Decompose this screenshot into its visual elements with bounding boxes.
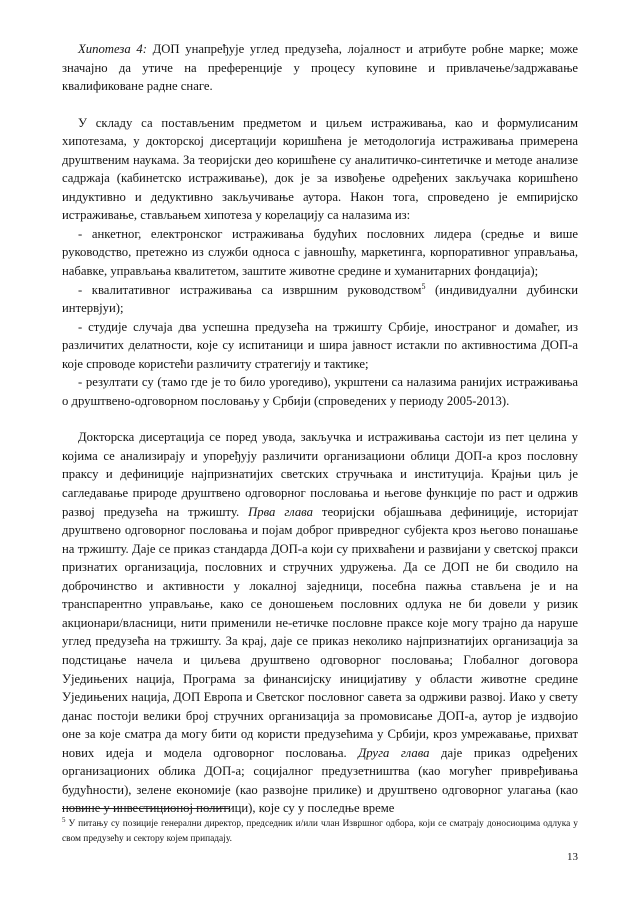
list-item-survey: - анкетног, електронског истраживања будућих пословних лидера (средње и више руководство, претежно из служби односа с јавношћу, маркетинга, корпоративног управљања, набавке, управљања квалитетом, заштите животне средине и хуманитарних фондација); (62, 226, 578, 279)
chapter-one-label: Прва глава (248, 504, 313, 519)
body-text (62, 40, 578, 818)
list-item-results: - резултати су (тамо где је то било уporедиво), укрштени са налазима ранијих истраживања о друштвено-одговорном пословању у Србији (спроведених у периоду 2005-2013). (62, 375, 578, 408)
footnote-number: 5 (62, 816, 66, 824)
structure-text-a: Докторска дисертација се поред увода, закључка и истраживања састоји из пет целина у којима се анализирају и упоређују различити организациони облици ДОП-а кроз пословну праксу и дефиниције најпризнатијих светских стручњака и институција. Крајњи циљ је сагледавање природе друштвено одговорног пословања и његове функције по раст и одржив развој предузећа на тржишту. (62, 430, 578, 519)
footnote-ref: 5 (421, 281, 426, 291)
list-item-text-continued: (индивидуални дубински интервјуи); (62, 282, 578, 316)
footnote (62, 817, 578, 846)
structure-paragraph (62, 428, 578, 817)
methodology-paragraph: У складу са постављеним предметом и циљем истраживања, као и формулисаним хипотезама, у докторској дисертацији коришћена је методологија истраживања примерена друштвеним наукама. За теоријски део коришћене су аналитичко-синтетичке и методе анализе садржаја (кабинетско истраживање), док је за извођење одређених закључака коришћено индуктивно и дедуктивно закључивање аутора. Након тога, спроведено је емпиријско истраживање, стављањем хипотеза у корелацију са налазима из: (62, 115, 578, 223)
chapter-two-label: Друга глава (358, 745, 430, 760)
footnote-text: У питању су позиције генерални директор, председник и/или члан Извршног одбора, који се сматрају доносиоцима одлука у свом предузећу и сектору којем припадају. (62, 819, 578, 844)
list-item-text: - квалитативног истраживања са извршним руководством (78, 282, 422, 297)
list-item-interviews (62, 281, 578, 318)
hypothesis-label: Хипотеза 4: (78, 42, 147, 56)
page-number: 13 (567, 851, 578, 863)
footnote-divider (62, 808, 230, 809)
hypothesis-4 (62, 40, 578, 96)
structure-text-b: теоријски објашњава дефиниције, историјат друштвено одговорног пословања и појам доброг привредног субјекта кроз његово понашање на тржишту. Даје се приказ стандарда ДОП-а који су прихваћени и развијани у светској пракси признатих организација, пословних и стручних удружења. Да се ДОП не би сводило на доброчинство и активности у локалној заједници, посебна пажња стављена је и на транспарентно управљање, како се доношењем пословних одлука не би довели у ризик акционари/власници, нити применили не-етичке пословне праксе које могу трајно да наруше углед предузећа на тржишту. За крај, даје се приказ неколико најпризнатијих организација за подстицање начела и циљева друштвено одговорног пословања; Глобалног договора Уједињених нација, Програма за финансијску иницијативу у области животне средине Уједињених нација, ДОП Европа и Светског пословног савета за одрживи развој. Иако у свету данас постоји велики број стручних организација за промовисање ДОП-а, аутор је издвојио оне за које сматра да могу бити од користи предузећима у Србији, кроз умрежавање, прихват нових идеја и модела одговорног пословања. (62, 504, 578, 760)
structure-text-c: даје приказ одређених организационих облика ДОП-а; социјалног предузетништва (као могућег привређивања будућности), зелене економије (као развојне прилике) и друштвено одговорног улагања (као новине у инвестиционој политици), које су у последње време (62, 745, 578, 816)
hypothesis-text: ДОП унапређује углед предузећа, лојалност и атрибуте робне марке; може значајно да утиче на преференције у процесу куповине и привлачење/задржавање квалификоване радне снаге. (62, 42, 578, 94)
list-item-case-study: - студије случаја два успешна предузећа на тржишту Србије, иностраног и домаћег, из различитих делатности, које су испитаници и шира јавност истакли по активностима ДОП-а које спроводе користећи различиту стратегију и тактике; (62, 319, 578, 371)
